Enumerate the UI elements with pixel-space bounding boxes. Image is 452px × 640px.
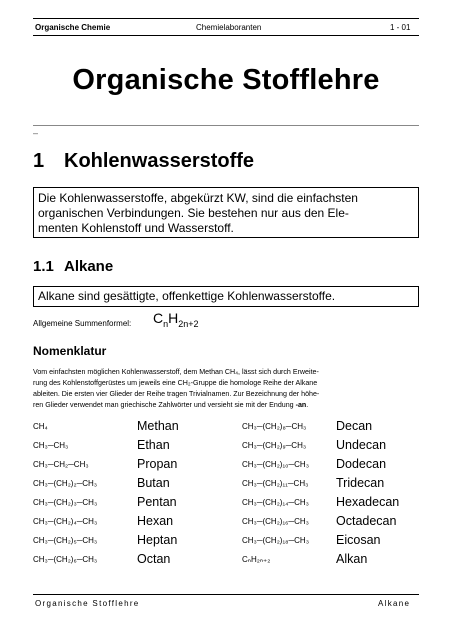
alkane-name: Decan bbox=[336, 419, 373, 433]
alkane-name: Octadecan bbox=[336, 514, 397, 528]
alkane-formula: CH₃─(CH₂)₁₆─CH₃ bbox=[242, 517, 309, 526]
alkane-name: Pentan bbox=[137, 495, 177, 509]
formula-sub: 2n+2 bbox=[178, 319, 199, 329]
para-line-2: rung des Kohlenstoffgerüstes um jeweils eine CH₂-Gruppe die homologe Reihe der Alkane bbox=[33, 379, 318, 387]
header-right: 1 - 01 bbox=[390, 23, 411, 32]
definition-line-1: Die Kohlenwasserstoffe, abgekürzt KW, sind die einfachsten bbox=[38, 191, 358, 205]
formula-h: H bbox=[168, 310, 179, 326]
alkane-name: Tridecan bbox=[336, 476, 385, 490]
section-1-heading bbox=[33, 150, 254, 173]
definition-line-3: menten Kohlenstoff und Wasserstoff. bbox=[38, 221, 234, 235]
alkane-formula: CH₃─(CH₂)₆─CH₃ bbox=[33, 555, 98, 564]
general-formula bbox=[153, 310, 199, 329]
header-center: Chemielaboranten bbox=[196, 23, 262, 32]
alkane-formula: CH₃─(CH₂)₉─CH₃ bbox=[242, 441, 307, 450]
alkane-formula: CH₃─(CH₂)₁₈─CH₃ bbox=[242, 536, 309, 545]
alkane-name: Butan bbox=[137, 476, 170, 490]
alkane-formula: CH₃─(CH₂)₂─CH₃ bbox=[33, 479, 98, 488]
header-left: Organische Chemie bbox=[35, 23, 111, 32]
para-line-4-text: ren Glieder verwendet man griechische Zahlwörter und versieht sie mit der Endung bbox=[33, 401, 296, 409]
alkane-formula: CH₃─CH₃ bbox=[33, 441, 69, 450]
alkane-name: Propan bbox=[137, 457, 178, 471]
formula-c: C bbox=[153, 310, 164, 326]
alkane-name: Heptan bbox=[137, 533, 178, 547]
para-period: . bbox=[306, 401, 309, 409]
alkane-formula: CₙH₂ₙ₊₂ bbox=[242, 555, 271, 564]
alkane-name: Hexan bbox=[137, 514, 174, 528]
alkane-formula: CH₄ bbox=[33, 422, 48, 431]
section-1-1-heading bbox=[33, 258, 113, 275]
header-top-rule bbox=[33, 18, 419, 19]
alkane-formula: CH₃─CH₂─CH₃ bbox=[33, 460, 89, 469]
section-1-1-number: 1.1 bbox=[33, 258, 54, 275]
separator-line bbox=[33, 125, 419, 126]
definition-box-kw bbox=[33, 187, 419, 238]
alkane-formula: CH₃─(CH₂)₄─CH₃ bbox=[33, 517, 98, 526]
para-ending: -an bbox=[295, 401, 307, 409]
alkane-name: Hexadecan bbox=[336, 495, 400, 509]
alkane-formula: CH₃─(CH₂)₃─CH₃ bbox=[33, 498, 98, 507]
formula-label: Allgemeine Summenformel: bbox=[33, 319, 132, 328]
alkane-name: Alkan bbox=[336, 552, 368, 566]
alkane-name: Eicosan bbox=[336, 533, 381, 547]
para-line-4 bbox=[33, 400, 419, 411]
formula-n: n bbox=[163, 319, 169, 329]
para-line-1: Vom einfachsten möglichen Kohlenwasserstoff, dem Methan CH₄, lässt sich durch Erweite- bbox=[33, 368, 319, 376]
definition-box-alkane: Alkane sind gesättigte, offenkettige Kohlenwasserstoffe. bbox=[33, 286, 419, 307]
alkane-formula: CH₃─(CH₂)₁₁─CH₃ bbox=[242, 479, 309, 488]
para-line-3: ableiten. Die ersten vier Glieder der Reihe tragen Trivialnamen. Zur Bezeichnung der höhe- bbox=[33, 390, 320, 398]
definition-line-2: organischen Verbindungen. Sie bestehen nur aus den Ele- bbox=[38, 206, 349, 220]
page-title: Organische Stofflehre bbox=[72, 64, 380, 96]
alkane-formula: CH₃─(CH₂)₈─CH₃ bbox=[242, 422, 307, 431]
alkane-name: Octan bbox=[137, 552, 171, 566]
alkane-name: Methan bbox=[137, 419, 179, 433]
footer-rule bbox=[33, 594, 419, 595]
alkane-name: Dodecan bbox=[336, 457, 387, 471]
alkane-formula: CH₃─(CH₂)₅─CH₃ bbox=[33, 536, 98, 545]
section-1-number: 1 bbox=[33, 150, 45, 172]
nomenklatur-paragraph bbox=[33, 367, 419, 411]
alkane-name: Undecan bbox=[336, 438, 387, 452]
alkane-name: Ethan bbox=[137, 438, 170, 452]
footer-left: Organische Stofflehre bbox=[35, 599, 140, 608]
stray-dash: – bbox=[33, 128, 39, 138]
alkane-formula: CH₃─(CH₂)₁₄─CH₃ bbox=[242, 498, 309, 507]
alkane-formula: CH₃─(CH₂)₁₀─CH₃ bbox=[242, 460, 309, 469]
header-bottom-rule bbox=[33, 35, 419, 36]
footer-right: Alkane bbox=[378, 599, 411, 608]
section-1-title: Kohlenwasserstoffe bbox=[64, 150, 255, 172]
section-1-1-title: Alkane bbox=[64, 258, 114, 275]
nomenklatur-heading: Nomenklatur bbox=[33, 344, 107, 358]
